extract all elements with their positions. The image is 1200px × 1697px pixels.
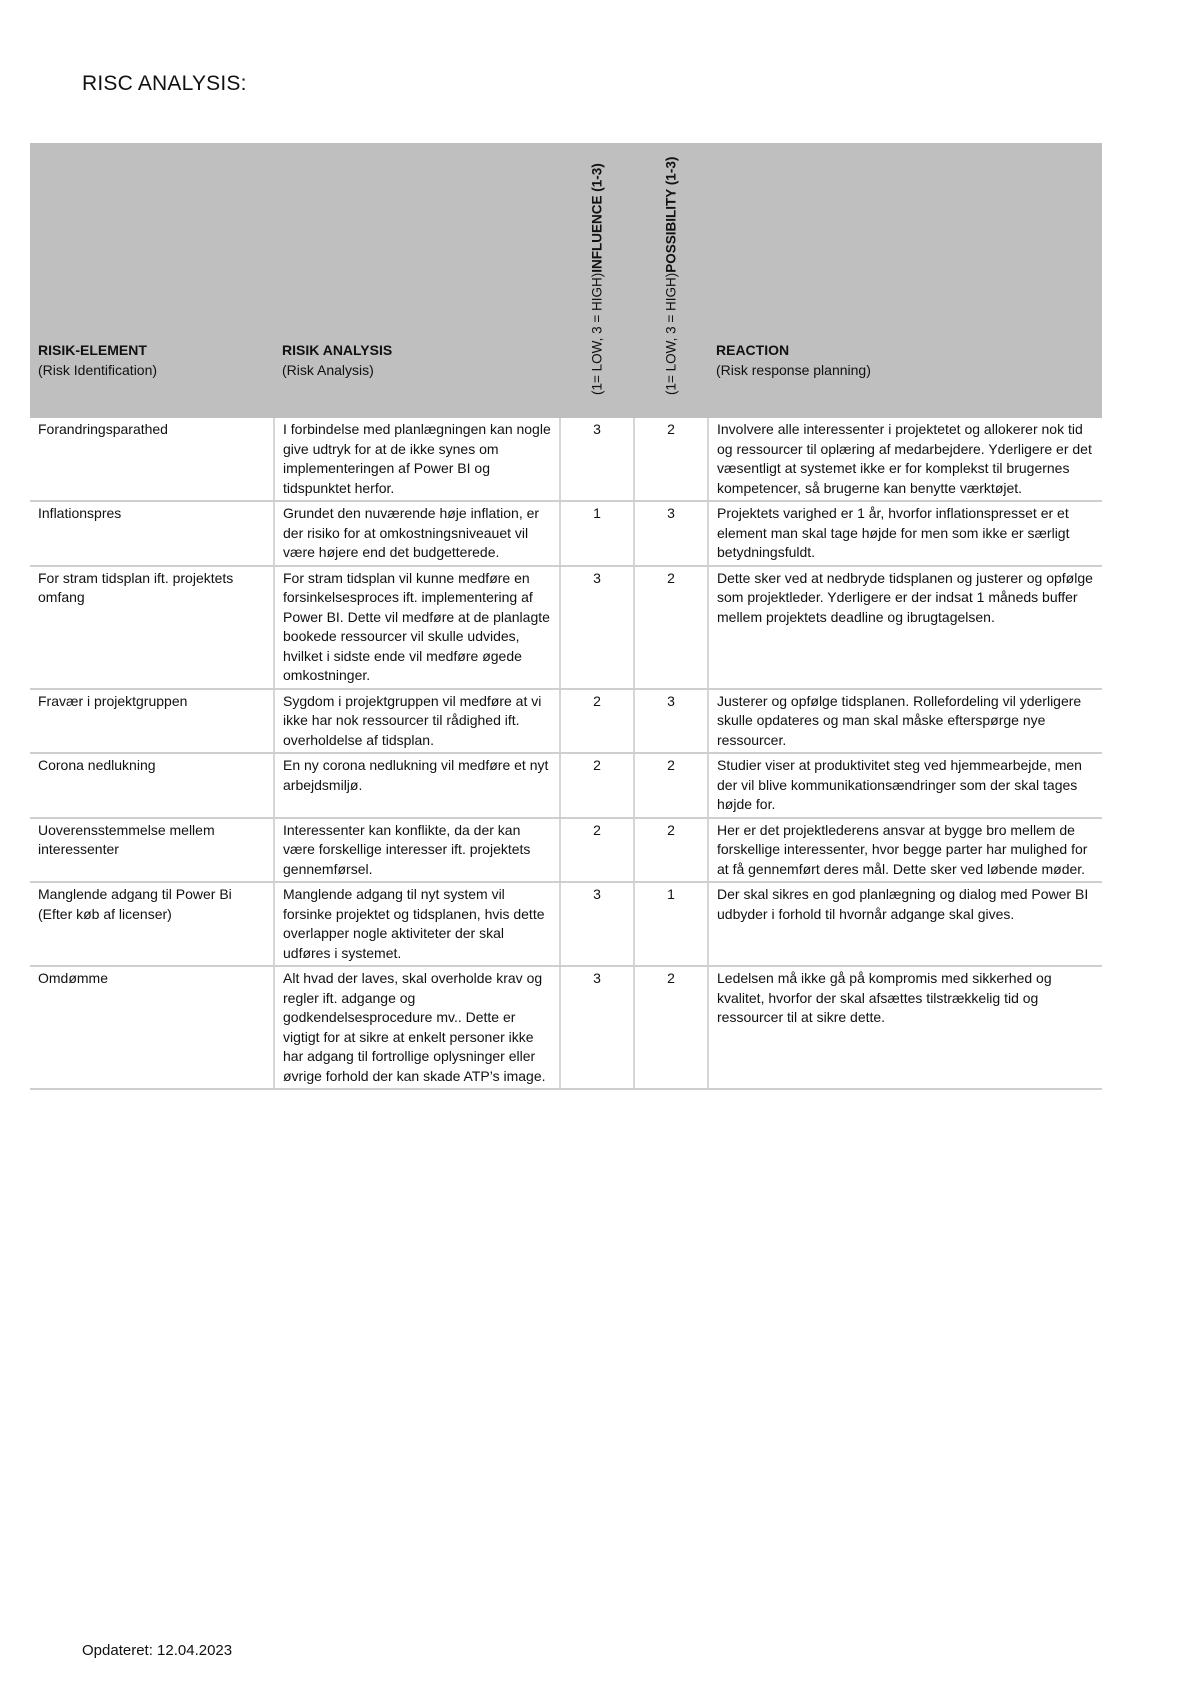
page-title: RISC ANALYSIS: xyxy=(82,72,247,95)
cell-risk-analysis: En ny corona nedlukning vil medføre et nyt arbejdsmiljø. xyxy=(274,753,560,818)
cell-risk-element: Omdømme xyxy=(30,966,274,1089)
cell-risk-element: For stram tidsplan ift. projektets omfang xyxy=(30,566,274,689)
header-possibility-scale: (1= LOW, 3 = HIGH) xyxy=(663,272,679,395)
cell-influence: 2 xyxy=(560,753,634,818)
updated-date: Opdateret: 12.04.2023 xyxy=(82,1642,233,1659)
cell-risk-element: Uoverensstemmelse mellem interessenter xyxy=(30,818,274,883)
cell-risk-analysis: Sygdom i projektgruppen vil medføre at vi ikke har nok ressourcer til rådighed ift. overholdelse af tidsplan. xyxy=(274,689,560,754)
cell-reaction: Involvere alle interessenter i projektetet og allokerer nok tid og ressourcer til oplæring af medarbejdere. Yderligere er det væsentligt at systemet ikke er for komplekst til brugernes kompetencer, så brugerne kan benytte værktøjet. xyxy=(708,418,1102,501)
header-possibility-title: POSSIBILITY (1-3) xyxy=(663,156,679,273)
cell-possibility: 1 xyxy=(634,882,708,966)
header-risk-element xyxy=(30,143,274,418)
header-influence xyxy=(560,143,634,418)
cell-influence: 3 xyxy=(560,566,634,689)
table-row xyxy=(30,566,1102,689)
cell-possibility: 2 xyxy=(634,753,708,818)
cell-influence: 3 xyxy=(560,882,634,966)
cell-reaction: Ledelsen må ikke gå på kompromis med sikkerhed og kvalitet, hvorfor der skal afsættes tilstrækkelig tid og ressourcer til at sikre dette. xyxy=(708,966,1102,1089)
risk-table xyxy=(30,143,1102,1090)
cell-reaction: Der skal sikres en god planlægning og dialog med Power BI udbyder i forhold til hvornår adgange skal gives. xyxy=(708,882,1102,966)
table-row xyxy=(30,418,1102,501)
cell-influence: 1 xyxy=(560,501,634,566)
table-header-row xyxy=(30,143,1102,418)
cell-possibility: 2 xyxy=(634,966,708,1089)
table-row xyxy=(30,689,1102,754)
table-row xyxy=(30,882,1102,966)
cell-risk-analysis: Alt hvad der laves, skal overholde krav og regler ift. adgange og godkendelsesprocedure mv.. Dette er vigtigt for at sikre at enkelt personer ikke har adgang til fortrollige oplysninger eller øvrige forhold der kan skade ATP’s image. xyxy=(274,966,560,1089)
cell-risk-analysis: Manglende adgang til nyt system vil forsinke projektet og tidsplanen, hvis dette overlapper nogle aktiviteter der skal udføres i systemet. xyxy=(274,882,560,966)
cell-risk-element: Corona nedlukning xyxy=(30,753,274,818)
table-row xyxy=(30,501,1102,566)
header-risk-analysis xyxy=(274,143,560,418)
header-reaction xyxy=(708,143,1102,418)
cell-risk-element: Forandringsparathed xyxy=(30,418,274,501)
header-risk-analysis-title: RISIK ANALYSIS xyxy=(282,342,393,358)
cell-risk-analysis: I forbindelse med planlægningen kan nogle give udtryk for at de ikke synes om implementeringen af Power BI og tidspunktet herfor. xyxy=(274,418,560,501)
cell-possibility: 2 xyxy=(634,566,708,689)
table-row xyxy=(30,818,1102,883)
cell-influence: 3 xyxy=(560,966,634,1089)
cell-reaction: Justerer og opfølge tidsplanen. Rollefordeling vil yderligere skulle opdateres og man skal måske efterspørge nye ressourcer. xyxy=(708,689,1102,754)
cell-risk-analysis: For stram tidsplan vil kunne medføre en forsinkelsesproces ift. implementering af Power BI. Dette vil medføre at de planlagte bookede ressourcer vil skulle udvides, hvilket i sidste ende vil medføre øgede omkostninger. xyxy=(274,566,560,689)
header-possibility xyxy=(634,143,708,418)
header-risk-analysis-subtitle: (Risk Analysis) xyxy=(282,361,374,378)
cell-reaction: Dette sker ved at nedbryde tidsplanen og justerer og opfølge som projektleder. Yderligere er der indsat 1 måneds buffer mellem projektets deadline og ibrugtagelsen. xyxy=(708,566,1102,689)
cell-possibility: 2 xyxy=(634,818,708,883)
header-influence-title: INFLUENCE (1-3) xyxy=(589,162,605,273)
cell-possibility: 3 xyxy=(634,689,708,754)
cell-influence: 2 xyxy=(560,818,634,883)
table-row xyxy=(30,966,1102,1089)
cell-possibility: 2 xyxy=(634,418,708,501)
header-risk-element-subtitle: (Risk Identification) xyxy=(38,361,158,378)
header-risk-element-title: RISIK-ELEMENT xyxy=(38,342,147,358)
cell-risk-analysis: Grundet den nuværende høje inflation, er der risiko for at omkostningsniveauet vil være højere end det budgetterede. xyxy=(274,501,560,566)
cell-influence: 2 xyxy=(560,689,634,754)
cell-risk-element: Inflationspres xyxy=(30,501,274,566)
cell-reaction: Studier viser at produktivitet steg ved hjemmearbejde, men der vil blive kommunikationsændringer som der skal tages højde for. xyxy=(708,753,1102,818)
cell-possibility: 3 xyxy=(634,501,708,566)
cell-risk-element: Manglende adgang til Power Bi (Efter køb af licenser) xyxy=(30,882,274,966)
header-influence-scale: (1= LOW, 3 = HIGH) xyxy=(589,272,605,395)
cell-reaction: Her er det projektlederens ansvar at bygge bro mellem de forskellige interessenter, hvor begge parter har mulighed for at få gennemført deres mål. Dette sker ved løbende møder. xyxy=(708,818,1102,883)
cell-reaction: Projektets varighed er 1 år, hvorfor inflationspresset er et element man skal tage højde for men som ikke er særligt betydningsfuldt. xyxy=(708,501,1102,566)
table-row xyxy=(30,753,1102,818)
cell-risk-element: Fravær i projektgruppen xyxy=(30,689,274,754)
header-reaction-subtitle: (Risk response planning) xyxy=(716,361,871,378)
cell-influence: 3 xyxy=(560,418,634,501)
cell-risk-analysis: Interessenter kan konflikte, da der kan være forskellige interesser ift. projektets gennemførsel. xyxy=(274,818,560,883)
header-reaction-title: REACTION xyxy=(716,342,790,358)
